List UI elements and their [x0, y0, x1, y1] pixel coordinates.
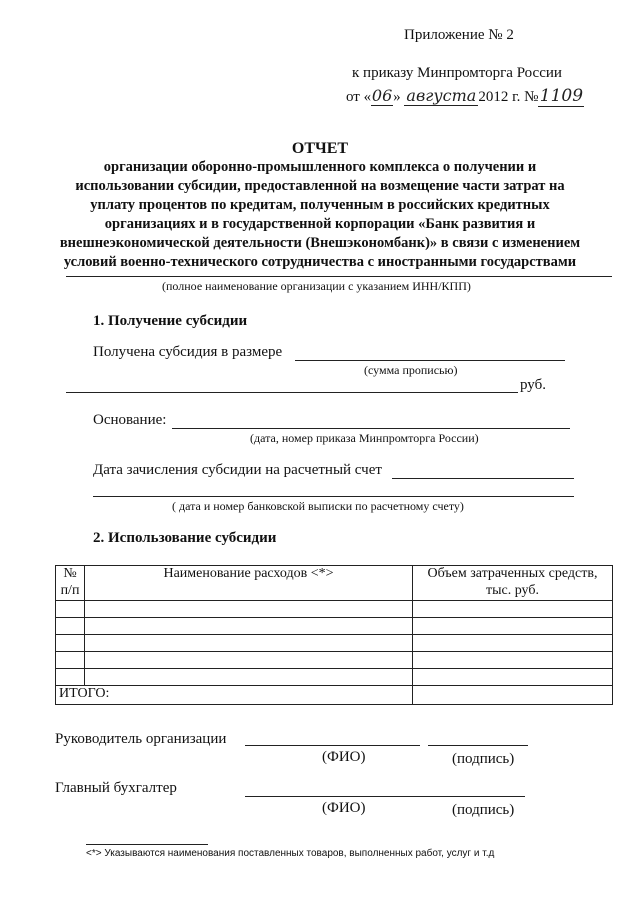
appendix-line-2: к приказу Минпромторга России [352, 65, 562, 81]
head-fio-caption: (ФИО) [322, 749, 366, 765]
table-cell [85, 618, 413, 635]
accountant-label: Главный бухгалтер [55, 780, 177, 796]
credit-date-line [392, 478, 574, 479]
accountant-line [245, 796, 525, 797]
table-cell [413, 618, 613, 635]
table-cell [56, 669, 85, 686]
head-signature-caption: (подпись) [452, 751, 515, 767]
appendix-from-mid: » [393, 89, 401, 105]
table-cell [85, 601, 413, 618]
report-subtitle-line-3: уплату процентов по кредитам, полученным в российских кредитных [90, 197, 550, 213]
currency-label: руб. [520, 377, 546, 393]
report-subtitle-line-2: использовании субсидии, предоставленной на возмещение части затрат на [75, 178, 565, 194]
appendix-from-prefix: от « [346, 89, 372, 105]
table-cell [56, 601, 85, 618]
footnote-separator [86, 844, 208, 845]
basis-label: Основание: [93, 412, 167, 428]
appendix-month: августа [404, 86, 478, 106]
table-row [56, 652, 613, 669]
subsidy-amount-line-2 [66, 392, 518, 393]
table-cell [413, 635, 613, 652]
head-signature-line [428, 745, 528, 746]
table-row [56, 618, 613, 635]
report-subtitle-line-6: условий военно-технического сотрудничества с иностранными государствами [63, 254, 577, 270]
table-cell [56, 618, 85, 635]
credit-date-line-2 [93, 496, 574, 497]
appendix-number: 1109 [539, 86, 584, 106]
table-cell [56, 652, 85, 669]
expenses-table [55, 565, 613, 705]
subsidy-amount-line [295, 360, 565, 361]
appendix-line-1: Приложение № 2 [404, 27, 514, 43]
appendix-year: 2012 г. № [478, 89, 539, 105]
basis-caption: (дата, номер приказа Минпромторга России) [250, 431, 479, 445]
table-cell [56, 635, 85, 652]
report-subtitle-line-5: внешнеэкономической деятельности (Внешэкономбанк)» в связи с изменением [59, 235, 581, 251]
head-label: Руководитель организации [55, 731, 227, 747]
header-amount-sub: тыс. руб. [413, 583, 613, 601]
appendix-line-3 [346, 86, 584, 107]
subsidy-amount-caption: (сумма прописью) [364, 363, 458, 377]
table-cell [85, 635, 413, 652]
org-name-line [66, 276, 612, 277]
table-cell [85, 652, 413, 669]
credit-date-caption: ( дата и номер банковской выписки по расчетному счету) [172, 499, 464, 513]
subsidy-received-label: Получена субсидия в размере [93, 344, 283, 360]
total-label: ИТОГО: [56, 686, 413, 705]
report-subtitle-line-4: организациях и в государственной корпорации «Банк развития и [104, 216, 536, 232]
table-row [56, 669, 613, 686]
head-fio-line [245, 745, 420, 746]
table-total-row [56, 686, 613, 705]
table-cell [413, 669, 613, 686]
appendix-day: 06 [371, 86, 393, 105]
accountant-signature-caption: (подпись) [452, 802, 515, 818]
section-1-title: 1. Получение субсидии [93, 313, 248, 329]
header-amount: Объем затраченных средств, [413, 566, 613, 584]
table-cell [413, 652, 613, 669]
report-subtitle [20, 158, 620, 272]
table-cell [85, 669, 413, 686]
table-row [56, 601, 613, 618]
header-number-sub: п/п [56, 583, 85, 601]
header-number: № [56, 566, 85, 584]
table-header-row-1 [56, 566, 613, 584]
accountant-fio-caption: (ФИО) [322, 800, 366, 816]
total-value [413, 686, 613, 705]
table-row [56, 635, 613, 652]
org-name-caption: (полное наименование организации с указанием ИНН/КПП) [162, 279, 471, 293]
basis-line [172, 428, 570, 429]
footnote: <*> Указываются наименования поставленных товаров, выполненных работ, услуг и т.д [86, 848, 495, 859]
section-2-title: 2. Использование субсидии [93, 530, 277, 546]
table-cell [413, 601, 613, 618]
credit-date-label: Дата зачисления субсидии на расчетный счет [93, 462, 382, 478]
report-subtitle-line-1: организации оборонно-промышленного комплекса о получении и [103, 159, 537, 175]
header-expense-name: Наименование расходов <*> [85, 566, 413, 601]
report-heading: ОТЧЕТ [291, 140, 349, 157]
